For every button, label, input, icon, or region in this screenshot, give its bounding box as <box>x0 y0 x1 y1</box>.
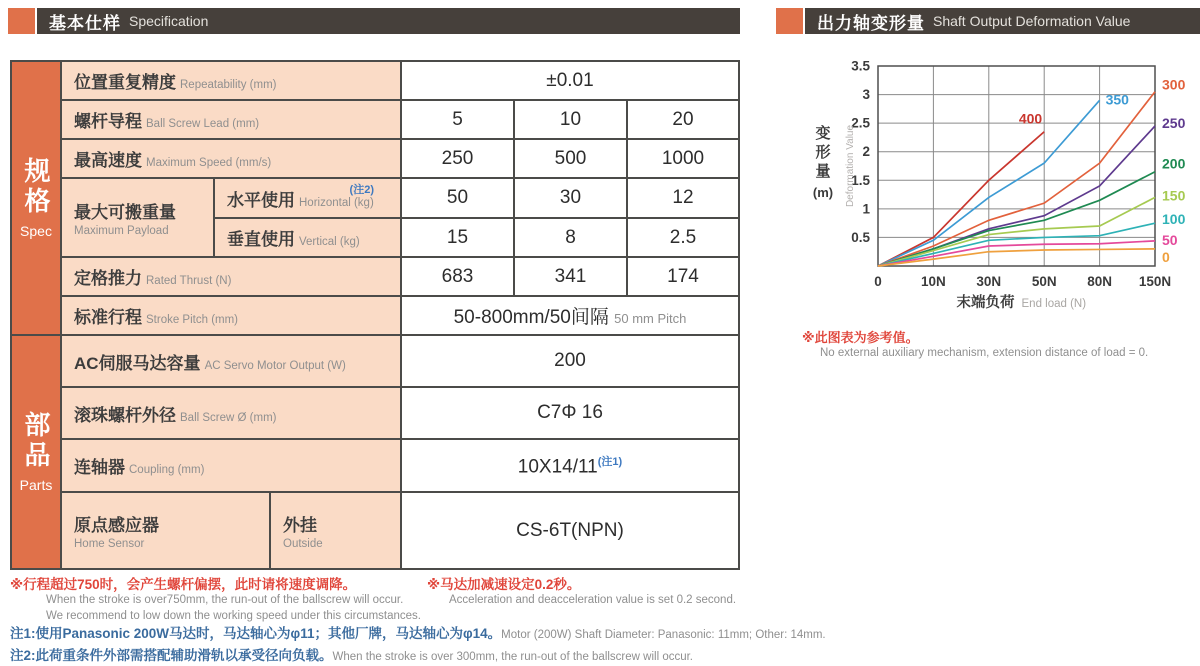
deformation-chart-area <box>793 44 1200 324</box>
specification-table <box>10 60 740 570</box>
value-speed-500: 500 <box>514 139 627 178</box>
group-spec-en: Spec <box>20 223 52 239</box>
value-thrust-341: 341 <box>514 257 627 296</box>
value-vertical-2-5: 2.5 <box>627 218 739 257</box>
value-vertical-15: 15 <box>401 218 514 257</box>
svg-text:0: 0 <box>874 274 882 289</box>
svg-text:1.5: 1.5 <box>851 172 870 188</box>
svg-text:300: 300 <box>1162 76 1186 93</box>
table-row <box>11 439 739 492</box>
specification-title-cn: 基本仕样 <box>49 13 121 33</box>
svg-text:350: 350 <box>1105 91 1129 108</box>
svg-text:10N: 10N <box>921 274 946 289</box>
table-row <box>11 492 739 569</box>
svg-text:150N: 150N <box>1138 274 1172 289</box>
svg-text:(m): (m) <box>812 185 834 200</box>
svg-text:0.5: 0.5 <box>851 229 870 245</box>
deformation-title-en: Shaft Output Deformation Value <box>933 13 1131 29</box>
svg-text:End load (N): End load (N) <box>1021 298 1087 310</box>
svg-text:1: 1 <box>862 201 870 217</box>
deformation-chart <box>793 44 1200 324</box>
specification-header <box>37 8 740 34</box>
value-vertical-8: 8 <box>514 218 627 257</box>
note1-ref: (注1) <box>597 455 623 468</box>
value-motor-200: 200 <box>401 335 739 387</box>
value-thrust-683: 683 <box>401 257 514 296</box>
value-stroke: 50-800mm/50间隔 50 mm Pitch <box>401 296 739 335</box>
footnote-stroke-warning-cn: ※行程超过750时，会产生螺杆偏摆，此时请将速度调降。 <box>10 577 357 592</box>
value-horizontal-12: 12 <box>627 178 739 218</box>
group-header-parts <box>11 335 61 569</box>
table-row <box>11 100 739 139</box>
note2-ref: (注2) <box>349 184 374 196</box>
value-home-sensor: CS-6T(NPN) <box>401 492 739 569</box>
label-coupling: 连轴器 Coupling (mm) <box>61 439 401 492</box>
svg-text:3: 3 <box>862 87 870 103</box>
footnote-accel-cn: ※马达加减速设定0.2秒。 <box>427 577 581 592</box>
svg-text:2: 2 <box>862 144 870 160</box>
deformation-title-cn: 出力轴变形量 <box>817 13 925 33</box>
svg-text:30N: 30N <box>976 274 1002 289</box>
table-row <box>11 139 739 178</box>
svg-text:量: 量 <box>815 163 831 180</box>
table-row <box>11 61 739 100</box>
accent-square-icon <box>776 8 803 34</box>
svg-text:200: 200 <box>1162 155 1186 172</box>
value-repeatability: ±0.01 <box>401 61 739 100</box>
label-vertical: 垂直使用 Vertical (kg) <box>214 218 401 257</box>
value-coupling: $10X14/11^{(注1)}$ <box>401 439 739 492</box>
footnote-stroke-warning-en: When the stroke is over750mm, the run-out of the ballscrew will occur. We recommend to low down the working speed under this circumstances. <box>46 594 421 622</box>
svg-text:形: 形 <box>815 144 831 161</box>
label-home-sensor: 原点感应器 Home Sensor <box>61 492 270 569</box>
label-ballscrew-diameter: 滚珠螺杆外径 Ball Screw Ø (mm) <box>61 387 401 439</box>
value-horizontal-30: 30 <box>514 178 627 218</box>
label-stroke-pitch: 标准行程 Stroke Pitch (mm) <box>61 296 401 335</box>
svg-text:50: 50 <box>1162 231 1178 248</box>
svg-text:2.5: 2.5 <box>851 115 870 131</box>
deformation-header <box>805 8 1200 34</box>
svg-text:80N: 80N <box>1087 274 1112 289</box>
group-spec-cn: 规格 <box>21 157 51 217</box>
label-max-payload: 最大可搬重量 Maximum Payload <box>61 178 214 257</box>
table-row <box>11 335 739 387</box>
specification-title-en: Specification <box>129 13 209 29</box>
svg-text:变: 变 <box>815 125 831 142</box>
table-row <box>11 257 739 296</box>
label-outside: 外挂 Outside <box>270 492 401 569</box>
footnote-note2: 注2:此荷重条件外部需搭配辅助滑轨以承受径向负载。When the stroke is over 300mm, the run-out of the ballscrew will occur. <box>10 648 694 663</box>
value-lead-20: 20 <box>627 100 739 139</box>
table-row <box>11 296 739 335</box>
label-max-speed: 最高速度 Maximum Speed (mm/s) <box>61 139 401 178</box>
value-speed-250: 250 <box>401 139 514 178</box>
table-row <box>11 178 739 218</box>
svg-text:150: 150 <box>1162 187 1186 204</box>
label-horizontal: 水平使用 Horizontal (kg) (注2) <box>214 178 401 218</box>
value-thrust-174: 174 <box>627 257 739 296</box>
label-servo-motor: AC伺服马达容量 AC Servo Motor Output (W) <box>61 335 401 387</box>
value-ballscrew: C7Φ 16 <box>401 387 739 439</box>
svg-text:50N: 50N <box>1031 274 1057 289</box>
group-parts-en: Parts <box>19 477 53 493</box>
value-speed-1000: 1000 <box>627 139 739 178</box>
value-lead-5: 5 <box>401 100 514 139</box>
svg-text:Deformation Value: Deformation Value <box>845 124 856 208</box>
svg-text:0: 0 <box>1162 248 1170 265</box>
table-row <box>11 387 739 439</box>
chart-reference-note-en: No external auxiliary mechanism, extension distance of load = 0. <box>820 347 1149 359</box>
accent-square-icon <box>8 8 35 34</box>
value-horizontal-50: 50 <box>401 178 514 218</box>
label-rated-thrust: 定格推力 Rated Thrust (N) <box>61 257 401 296</box>
label-repeatability: 位置重复精度 Repeatability (mm) <box>61 61 401 100</box>
chart-reference-note-cn: ※此图表为参考值。 <box>802 330 919 345</box>
group-header-spec <box>11 61 61 335</box>
value-lead-10: 10 <box>514 100 627 139</box>
label-ball-screw-lead: 螺杆导程 Ball Screw Lead (mm) <box>61 100 401 139</box>
svg-text:100: 100 <box>1162 211 1186 228</box>
footnote-accel-en: Acceleration and deacceleration value is set 0.2 second. <box>449 594 737 606</box>
svg-text:末端负荷: 末端负荷 <box>956 295 1015 311</box>
svg-text:400: 400 <box>1018 110 1043 127</box>
svg-text:3.5: 3.5 <box>851 58 870 74</box>
svg-text:250: 250 <box>1162 115 1186 131</box>
group-parts-cn: 部品 <box>21 411 51 471</box>
footnote-note1: 注1:使用Panasonic 200W马达时，马达轴心为φ11；其他厂牌，马达轴心为φ14。Motor (200W) Shaft Diameter: Panasonic: 11mm; Other: 14mm. <box>10 626 826 641</box>
